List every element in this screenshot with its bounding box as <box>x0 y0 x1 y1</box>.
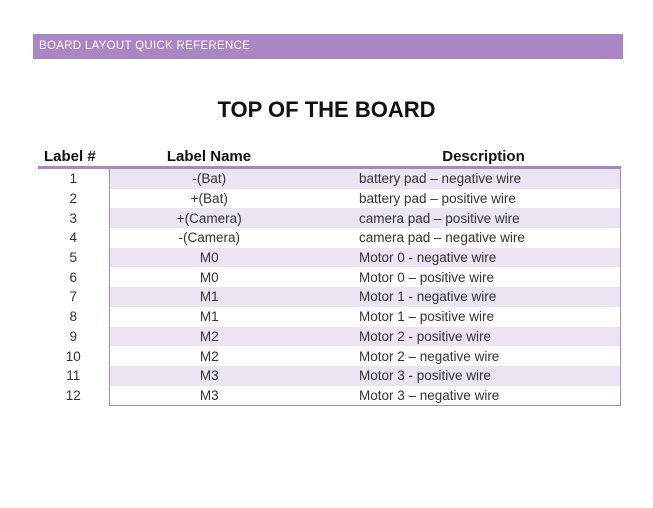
page-title: TOP OF THE BOARD <box>217 97 436 122</box>
cell-description: Motor 1 – positive wire <box>309 307 620 327</box>
cell-label-name: M1 <box>109 287 309 307</box>
cell-label-number: 1 <box>69 171 77 187</box>
cell-label-name: +(Bat) <box>109 189 309 209</box>
cell-label-number: 2 <box>69 191 77 207</box>
table-header-row <box>38 143 620 168</box>
cell-description: Motor 3 – negative wire <box>309 386 620 406</box>
table-row <box>38 248 620 268</box>
table-row <box>38 267 620 287</box>
cell-label-number: 3 <box>69 210 77 226</box>
cell-label-name: -(Bat) <box>109 168 309 189</box>
table-row <box>38 228 620 248</box>
cell-label-name: +(Camera) <box>109 208 309 228</box>
cell-description: battery pad – positive wire <box>309 189 620 209</box>
cell-label-name: -(Camera) <box>109 228 309 248</box>
cell-label-number: 11 <box>66 368 81 384</box>
cell-description: Motor 3 - positive wire <box>309 366 620 386</box>
cell-label-name: M3 <box>109 386 309 406</box>
cell-label-number: 10 <box>65 348 81 364</box>
table-row <box>38 386 620 406</box>
cell-label-number: 4 <box>69 230 77 246</box>
cell-label-name: M0 <box>109 267 309 287</box>
table-row <box>38 287 620 307</box>
cell-label-name: M3 <box>109 366 309 386</box>
header-label-number: Label # <box>38 143 109 168</box>
table-row <box>38 168 620 189</box>
cell-label-number: 6 <box>69 269 77 285</box>
cell-description: battery pad – negative wire <box>309 168 620 189</box>
cell-description: Motor 1 - negative wire <box>309 287 620 307</box>
cell-label-name: M2 <box>109 327 309 347</box>
reference-table <box>38 143 620 406</box>
cell-label-name: M2 <box>109 346 309 366</box>
table-row <box>38 189 620 209</box>
section-banner: BOARD LAYOUT QUICK REFERENCE <box>33 34 623 59</box>
cell-label-name: M1 <box>109 307 309 327</box>
table-row <box>38 346 620 366</box>
cell-description: Motor 0 - negative wire <box>309 248 620 268</box>
cell-description: camera pad – positive wire <box>309 208 620 228</box>
cell-label-number: 9 <box>69 328 77 344</box>
cell-description: camera pad – negative wire <box>309 228 620 248</box>
cell-description: Motor 0 – positive wire <box>309 267 620 287</box>
cell-label-name: M0 <box>109 248 309 268</box>
table-row <box>38 307 620 327</box>
cell-label-number: 7 <box>69 289 77 305</box>
header-description: Description <box>309 143 620 168</box>
cell-label-number: 12 <box>65 388 81 404</box>
table-row <box>38 208 620 228</box>
table-row <box>38 366 620 386</box>
cell-label-number: 5 <box>69 250 77 266</box>
table-row <box>38 327 620 347</box>
cell-description: Motor 2 - positive wire <box>309 327 620 347</box>
cell-label-number: 8 <box>69 309 77 325</box>
cell-description: Motor 2 – negative wire <box>309 346 620 366</box>
header-label-name: Label Name <box>109 143 309 168</box>
